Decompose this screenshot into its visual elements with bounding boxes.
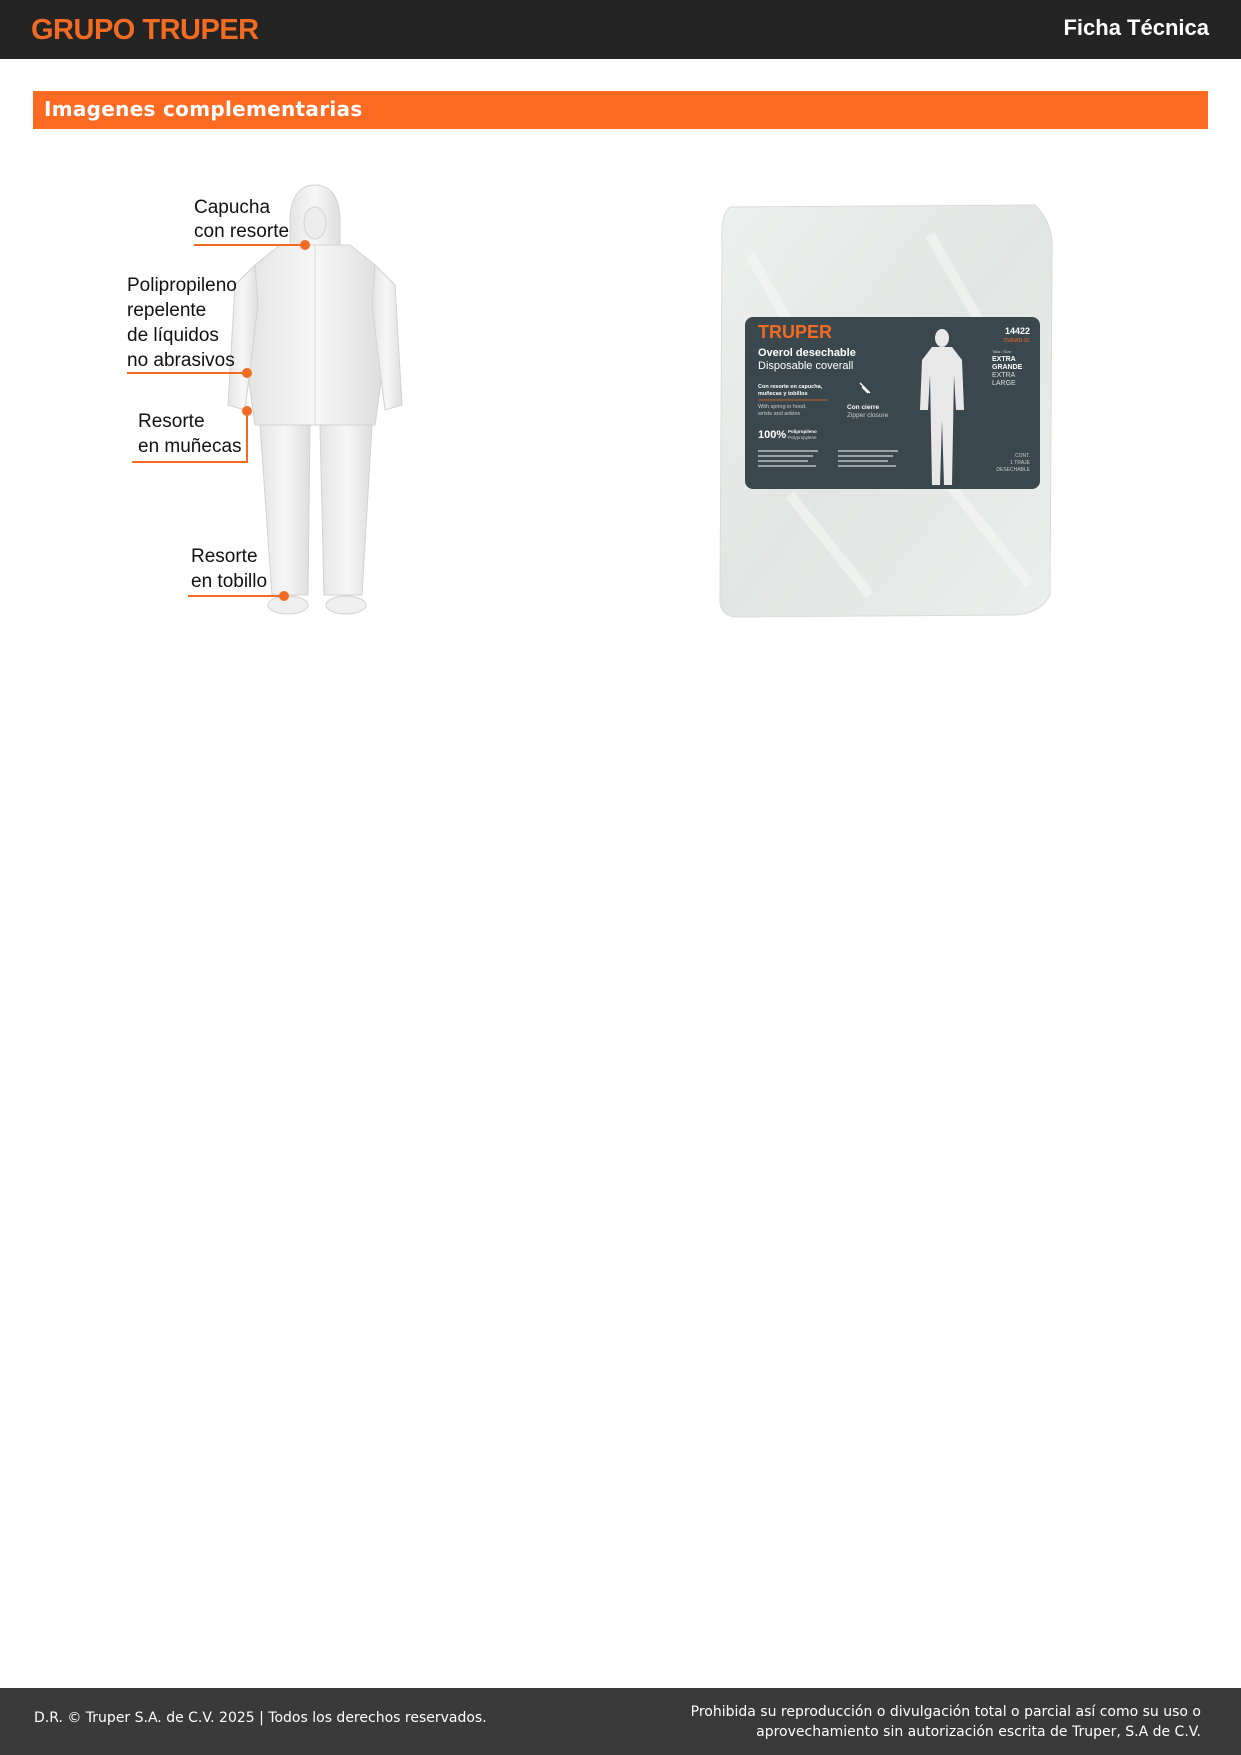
coverall-feature-image: [110, 175, 440, 620]
legal-notice-line1: Prohibida su reproducción o divulgación total o parcial así como su uso o: [690, 1704, 1201, 1720]
callout-wrist-line1: Resorte: [138, 411, 205, 432]
label-closure-en: Zipper closure: [847, 412, 889, 419]
callout-hood-marker: [300, 240, 310, 250]
callout-ankle-line1: Resorte: [191, 546, 258, 567]
label-code: 14422: [1004, 326, 1030, 336]
label-size-en-1: EXTRA: [992, 372, 1016, 379]
document-title: Ficha Técnica: [1063, 15, 1209, 40]
callout-ankle-line2: en tobillo: [191, 571, 268, 592]
callout-material-line2: repelente: [127, 300, 207, 321]
callout-material-line3: de líquidos: [127, 325, 219, 346]
package-label: [745, 317, 1040, 489]
label-name-es: Overol desechable: [758, 347, 856, 359]
page-header: [0, 0, 1241, 59]
legal-notice-line2: aprovechamiento sin autorización escrita de Truper, S.A de C.V.: [756, 1724, 1201, 1740]
callout-material-line1: Polipropileno: [127, 275, 237, 296]
label-cont-3: DESECHABLE: [996, 467, 1030, 473]
label-name-en: Disposable coverall: [758, 360, 854, 372]
callout-hood-line2: con resorte: [194, 221, 290, 242]
label-cont-1: CONT.: [1015, 453, 1030, 459]
label-size-es-2: GRANDE: [992, 364, 1023, 371]
page-footer: [0, 1688, 1241, 1755]
callout-hood-line1: Capucha: [194, 197, 271, 218]
callout-material-line4: no abrasivos: [127, 350, 235, 371]
label-material-es: Polipropileno: [788, 429, 817, 434]
section-header: [33, 91, 1208, 129]
label-cont-2: 1 TRAJE: [1010, 460, 1030, 466]
label-size-es-1: EXTRA: [992, 356, 1016, 363]
section-title: Imagenes complementarias: [44, 97, 363, 121]
label-feature-es-2: muñecas y tobillos: [758, 391, 808, 397]
callout-ankle-marker: [279, 591, 289, 601]
company-logo: GRUPO TRUPER: [31, 14, 259, 46]
label-model: OVEWD-XL: [1003, 338, 1030, 344]
label-material-en: Polypropylene: [788, 435, 817, 440]
label-size-label: Talla / Size: [992, 349, 1012, 354]
package-image: [710, 195, 1060, 620]
copyright-text: D.R. © Truper S.A. de C.V. 2025 | Todos los derechos reservados.: [34, 1710, 487, 1726]
callout-wrist-line2: en muñecas: [138, 436, 242, 457]
label-feature-en-1: With spring in hood,: [758, 404, 807, 410]
legal-notice: [641, 1702, 1201, 1742]
label-feature-es-1: Con resorte en capucha,: [758, 384, 823, 390]
label-closure-es: Con cierre: [847, 404, 880, 411]
label-size-en-2: LARGE: [992, 380, 1016, 387]
callout-material-marker: [242, 368, 252, 378]
callout-wrist-marker: [242, 406, 252, 416]
label-brand: TRUPER: [758, 322, 833, 342]
label-feature-en-2: wrists and ankles: [758, 411, 801, 417]
label-material-pct: 100%: [758, 429, 787, 441]
